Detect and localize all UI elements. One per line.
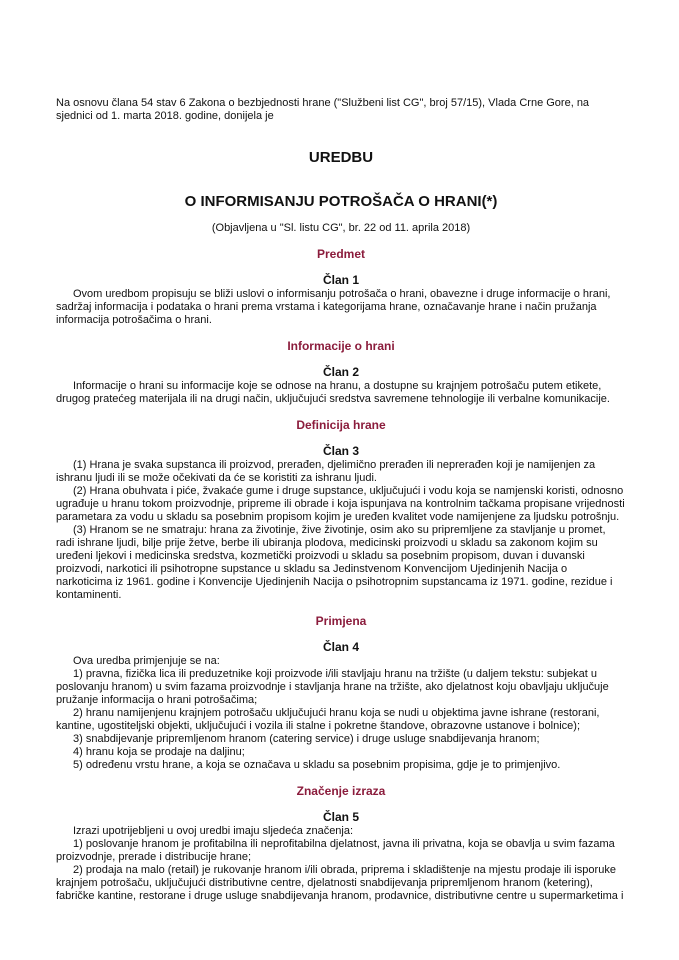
section-heading-znacenje: Značenje izraza bbox=[296, 784, 386, 798]
article-heading-4: Član 4 bbox=[322, 640, 359, 654]
section-heading-definicija: Definicija hrane bbox=[296, 418, 386, 432]
article-heading-5: Član 5 bbox=[322, 810, 359, 824]
document-subtitle: O INFORMISANJU POTROŠAČA O HRANI(*) bbox=[184, 193, 498, 210]
section-heading-informacije: Informacije o hrani bbox=[287, 339, 395, 353]
article-heading-3: Član 3 bbox=[322, 444, 359, 458]
article-4-item-2: 2) hranu namijenjenu krajnjem potrošaču uključujući hranu koja se nudi u objektima javne ishrane (restorani, kantine, ugostiteljski objekti, uključujući i vozila ili stalne i pokretne štandove, obrazovne ustanove i bolnice); bbox=[56, 707, 600, 732]
article-4-item-3: 3) snabdijevanje pripremljenom hranom (catering service) i druge usluge snabdijevanja hranom; bbox=[73, 733, 540, 745]
article-3-paragraph-1: (1) Hrana je svaka supstanca ili proizvod, prerađen, djelimično prerađen ili neprerađen koji je namijenjen za ishranu ljudi ili se može očekivati da će se koristiti za ishranu ljudi. bbox=[56, 459, 596, 484]
article-1-paragraph: Ovom uredbom propisuju se bliži uslovi o informisanju potrošača o hrani, obavezne i druge informacije o hrani, sadržaj informacija i podataka o hrani prema vrstama i kategorijama hrane, označavanje hrane i način pružanja informacija potrošačima o hrani. bbox=[56, 288, 611, 326]
article-heading-2: Član 2 bbox=[322, 365, 359, 379]
article-5-item-1: 1) poslovanje hranom je profitabilna ili neprofitabilna djelatnost, javna ili privatna, koja se obavlja u svim fazama proizvodnje, prerade i distribucije hrane; bbox=[56, 838, 615, 863]
preamble: Na osnovu člana 54 stav 6 Zakona o bezbjednosti hrane ("Službeni list CG", broj 57/15), Vlada Crne Gore, na sjednici od 1. marta 2018. godine, donijela je bbox=[56, 97, 590, 122]
article-2-paragraph: Informacije o hrani su informacije koje se odnose na hranu, a dostupne su krajnjem potrošaču putem etikete, drugog pratećeg materijala ili na drugi način, uključujući sredstva savremene tehnologije ili verbalne komunikacije. bbox=[56, 380, 610, 405]
article-5-item-2: 2) prodaja na malo (retail) je rukovanje hranom i/ili obrada, priprema i skladištenje na mjestu prodaje ili isporuke krajnjem potrošaču, uključujući distributivne centre, djelatnosti snabdijevanja pripremljenom hranom (ketering), fabričke kantine, restorane i druge usluge snabdijevanja hranom, prodavnice, distributivne centre u supermarketima i bbox=[56, 864, 624, 902]
section-heading-primjena: Primjena bbox=[315, 614, 367, 628]
article-4-item-5: 5) određenu vrstu hrane, a koja se označava u skladu sa posebnim propisima, gdje je to primjenjivo. bbox=[73, 759, 561, 771]
article-3-paragraph-3: (3) Hranom se ne smatraju: hrana za životinje, žive životinje, osim ako su pripremljene za stavljanje u promet, radi ishrane ljudi, bilje prije žetve, berbe ili ubiranja plodova, medicinski proizvodi u skladu sa zakonom kojim su uređeni ljekovi i medicinska sredstva, kozmetički proizvodi u skladu sa posebnim propisom, duvan i duvanski proizvodi, narkotici ili psihotropne supstance u skladu sa Jedinstvenom Konvencijom Ujedinjenih Nacija o narkoticima iz 1961. godine i Konvencije Ujedinjenih Nacija o psihotropnim supstancama iz 1971. godine, rezidue i kontaminenti. bbox=[56, 524, 613, 601]
article-4-item-4: 4) hranu koja se prodaje na daljinu; bbox=[73, 746, 245, 758]
article-5-lead: Izrazi upotrijebljeni u ovoj uredbi imaju sljedeća značenja: bbox=[73, 825, 354, 837]
article-3-paragraph-2: (2) Hrana obuhvata i piće, žvakaće gume i druge supstance, uključujući i vodu koja se namjenski koristi, odnosno ugrađuje u hranu tokom proizvodnje, pripreme ili obrade i koja ispunjava na kontrolnim tačkama propisane vrijednosti parametara za vodu u skladu sa posebnim propisom kojim je uređen kvalitet vode namijenjene za ljudsku potrošnju. bbox=[56, 485, 625, 523]
document-title: UREDBU bbox=[308, 149, 374, 166]
article-heading-1: Član 1 bbox=[322, 273, 359, 287]
article-4-lead: Ova uredba primjenjuje se na: bbox=[73, 655, 220, 667]
section-heading-predmet: Predmet bbox=[316, 247, 366, 261]
document-content bbox=[56, 97, 626, 903]
article-4-item-1: 1) pravna, fizička lica ili preduzetnike koji proizvode i/ili stavljaju hranu na tržište (u daljem tekstu: subjekat u poslovanju hranom) u svim fazama proizvodnje i stavljanja hrane na tržište, ako djelatnost koju obavljaju uključuje pružanje informacija o hrani potrošačima; bbox=[56, 668, 609, 706]
publication-note: (Objavljena u "Sl. listu CG", br. 22 od 11. aprila 2018) bbox=[211, 222, 471, 234]
